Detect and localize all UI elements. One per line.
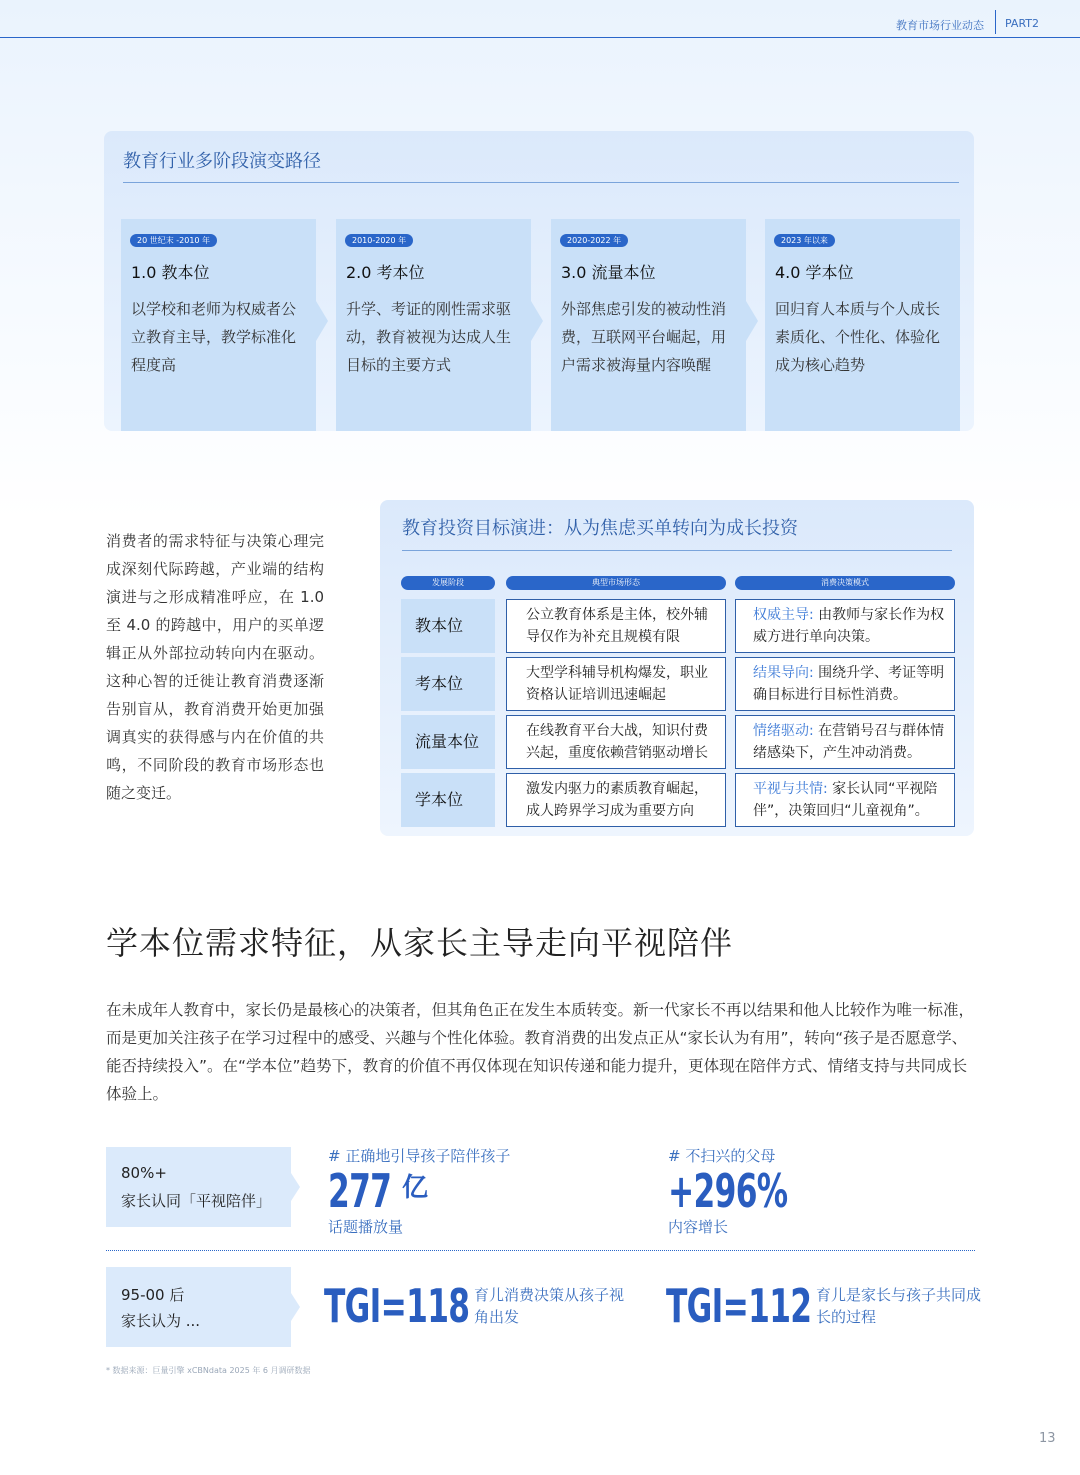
stage-title: 4.0 学本位 — [775, 263, 854, 282]
investment-title: 教育投资目标演进：从为焦虑买单转向为成长投资 — [402, 518, 798, 539]
mode-text: 在营销号召与群体情绪感染下，产生冲动消费。 — [753, 723, 945, 761]
side-paragraph: 消费者的需求特征与决策心理完成深刻代际跨越，产业端的结构演进与之形成精准呼应，在 1.0 至 4.0 的跨越中，用户的买单逻辑正从外部拉动转向内在驱动。这种心智的迁徙让教育消费逐渐告别盲从，教育消费开始更加强调真实的获得感与内在价值的共鸣，不同阶段的教育市场形态也随之变迁。 — [106, 532, 324, 802]
stat-box-line2: 家长认为 ... — [121, 1312, 201, 1330]
table-row-market: 激发内驱力的素质教育崛起，成人跨界学习成为重要方向 — [506, 773, 726, 827]
box-arrow-icon — [291, 1173, 300, 1201]
topic-tag: # 正确地引导孩子陪伴孩子 — [328, 1147, 511, 1165]
stat-box-line1: 95-00 后 — [121, 1286, 185, 1304]
stage-period-badge: 20 世纪末 -2010 年 — [130, 234, 217, 247]
evolution-panel — [104, 131, 974, 431]
topic-tag: # 不扫兴的父母 — [668, 1147, 776, 1165]
data-source-note: * 数据来源：巨量引擎 xCBNdata 2025 年 6 月调研数据 — [106, 1366, 311, 1375]
stage-desc: 升学、考证的刚性需求驱动，教育被视为达成人生目标的主要方式 — [346, 300, 512, 374]
page-number: 13 — [1039, 1431, 1056, 1446]
stat-box-line1: 80%+ — [121, 1164, 167, 1182]
stage-arrow-icon — [746, 301, 758, 341]
stat-box-parents — [106, 1147, 291, 1227]
stat-unit: 亿 — [402, 1173, 429, 1203]
stage-arrow-icon — [531, 301, 543, 341]
section-paragraph: 在未成年人教育中，家长仍是最核心的决策者，但其角色正在发生本质转变。新一代家长不再以结果和他人比较作为唯一标准，而是更加关注孩子在学习过程中的感受、兴趣与个性化体验。教育消费的出发点正从“家长认为有用”，转向“孩子是否愿意学、能否持续投入”。在“学本位”趋势下，教育的价值不再仅体现在知识传递和能力提升，更体现在陪伴方式、情绪支持与共同成长体验上。 — [106, 1001, 975, 1103]
stage-period-badge: 2020-2022 年 — [560, 234, 628, 247]
tgi-desc: 育儿是家长与孩子共同成长的过程 — [816, 1286, 982, 1326]
table-row-stage: 教本位 — [401, 599, 495, 653]
stage-card-1 — [121, 219, 316, 431]
mode-keyword: 平视与共情: — [753, 781, 828, 797]
stage-title: 2.0 考本位 — [346, 263, 425, 282]
table-row-stage: 流量本位 — [401, 715, 495, 769]
stage-title: 3.0 流量本位 — [561, 263, 656, 282]
mode-keyword: 结果导向: — [753, 665, 814, 681]
header-divider — [995, 10, 996, 34]
table-row-market: 大型学科辅导机构爆发，职业资格认证培训迅速崛起 — [506, 657, 726, 711]
table-row-market: 在线教育平台大战，知识付费兴起，重度依赖营销驱动增长 — [506, 715, 726, 769]
stage-desc: 回归育人本质与个人成长素质化、个性化、体验化成为核心趋势 — [775, 300, 941, 374]
dotted-divider — [106, 1250, 975, 1251]
table-row-mode — [735, 773, 955, 827]
stage-card-2 — [336, 219, 531, 431]
stat-label: 话题播放量 — [328, 1218, 404, 1236]
tgi-number: TGI=112 — [666, 1279, 812, 1333]
column-header-stage: 发展阶段 — [401, 576, 495, 590]
evolution-title: 教育行业多阶段演变路径 — [123, 151, 321, 172]
mode-text: 围绕升学、考证等明确目标进行目标性消费。 — [753, 665, 945, 703]
column-header-mode: 消费决策模式 — [735, 576, 955, 590]
table-row-stage: 考本位 — [401, 657, 495, 711]
table-row-stage: 学本位 — [401, 773, 495, 827]
stage-card-4 — [765, 219, 960, 431]
table-row-mode — [735, 715, 955, 769]
mode-keyword: 权威主导: — [753, 607, 814, 623]
stage-period-badge: 2010-2020 年 — [345, 234, 413, 247]
stat-box-generation — [106, 1267, 291, 1347]
mode-text: 家长认同“平视陪伴”，决策回归“儿童视角”。 — [753, 781, 938, 819]
table-row-mode — [735, 599, 955, 653]
box-arrow-icon — [291, 1293, 300, 1321]
stat-number: 277 — [328, 1164, 392, 1218]
table-row-mode — [735, 657, 955, 711]
stage-arrow-icon — [316, 301, 328, 341]
evolution-title-underline — [123, 182, 959, 183]
column-header-market: 典型市场形态 — [506, 576, 726, 590]
stage-title: 1.0 教本位 — [131, 263, 210, 282]
tgi-desc: 育儿消费决策从孩子视角出发 — [474, 1286, 625, 1326]
stage-card-3 — [551, 219, 746, 431]
stage-period-badge: 2023 年以来 — [774, 234, 835, 247]
mode-text: 由教师与家长作为权威方进行单向决策。 — [753, 607, 945, 645]
stat-number: +296% — [668, 1164, 788, 1218]
header-section-label: 教育市场行业动态 — [896, 19, 984, 32]
investment-panel — [380, 500, 974, 836]
stage-desc: 以学校和老师为权威者公立教育主导，教学标准化程度高 — [131, 300, 297, 374]
table-row-market: 公立教育体系是主体，校外辅导仅作为补充且规模有限 — [506, 599, 726, 653]
tgi-number: TGI=118 — [324, 1279, 470, 1333]
stat-label: 内容增长 — [668, 1218, 729, 1236]
stat-box-line2: 家长认同「平视陪伴」 — [121, 1192, 272, 1210]
header-part-label: PART2 — [1005, 17, 1040, 30]
investment-title-underline — [402, 550, 952, 551]
page-header — [0, 0, 1080, 38]
mode-keyword: 情绪驱动: — [753, 723, 814, 739]
stage-desc: 外部焦虑引发的被动性消费，互联网平台崛起，用户需求被海量内容唤醒 — [561, 300, 727, 374]
section-heading: 学本位需求特征，从家长主导走向平视陪伴 — [106, 924, 734, 962]
